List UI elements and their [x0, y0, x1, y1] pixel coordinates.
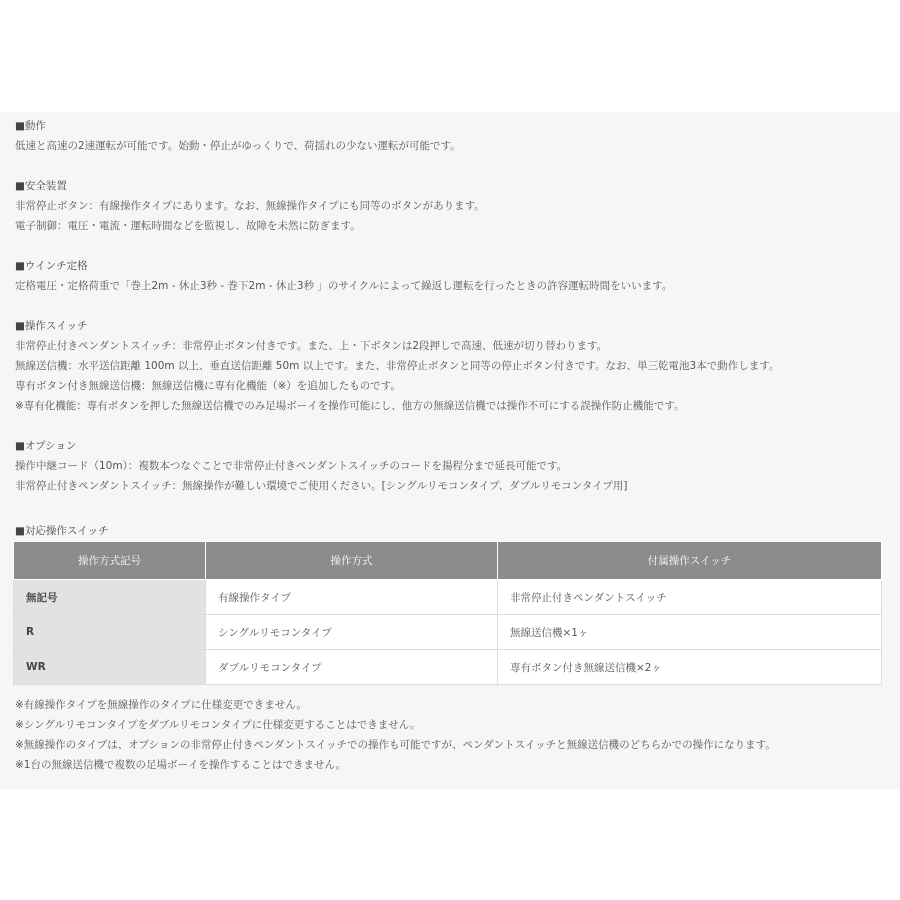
table-cell: 専有ボタン付き無線送信機×2ヶ — [498, 650, 882, 685]
note-item: ※1台の無線送信機で複数の足場ボーイを操作することはできません。 — [15, 759, 347, 771]
section-heading: ■安全装置 — [15, 180, 67, 192]
section-line: 低速と高速の2速運転が可能です。始動・停止がゆっくりで、荷揺れの少ない運転が可能です。 — [15, 140, 461, 152]
table-cell: 有線操作タイプ — [206, 580, 498, 615]
table-cell: 非常停止付きペンダントスイッチ — [498, 580, 882, 615]
table-heading: ■対応操作スイッチ — [15, 525, 109, 537]
table-cell-code: 無記号 — [14, 580, 206, 615]
section-line: 非常停止ボタン：有線操作タイプにあります。なお、無線操作タイプにも同等のボタンがあります。 — [15, 200, 485, 212]
table-row — [14, 650, 882, 685]
section-winch-rating — [15, 256, 885, 296]
notes-list — [15, 695, 885, 775]
section-heading: ■操作スイッチ — [15, 320, 88, 332]
section-heading: ■動作 — [15, 120, 46, 132]
section-line: 操作中継コード（10m）：複数本つなぐことで非常停止付きペンダントスイッチのコードを揚程分まで延長可能です。 — [15, 460, 568, 472]
table-cell-code: R — [14, 615, 206, 650]
section-option — [15, 436, 885, 496]
note-item: ※無線操作のタイプは、オプションの非常停止付きペンダントスイッチでの操作も可能ですが、ペンダントスイッチと無線送信機のどちらかでの操作になります。 — [15, 739, 776, 751]
note-item: ※シングルリモコンタイプをダブルリモコンタイプに仕様変更することはできません。 — [15, 719, 421, 731]
section-line: ※専有化機能：専有ボタンを押した無線送信機でのみ足場ボーイを操作可能にし、他方の無線送信機では操作不可にする誤操作防止機能です。 — [15, 400, 685, 412]
note-item: ※有線操作タイプを無線操作のタイプに仕様変更できません。 — [15, 699, 307, 711]
table-cell: 無線送信機×1ヶ — [498, 615, 882, 650]
section-line: 電子制御：電圧・電流・運転時間などを監視し、故障を未然に防ぎます。 — [15, 220, 361, 232]
section-line: 定格電圧・定格荷重で「巻上2m - 休止3秒 - 巻下2m - 休止3秒 」のサイクルによって繰返し運転を行ったときの許容運転時間をいいます。 — [15, 280, 673, 292]
table-row — [14, 615, 882, 650]
section-operation — [15, 116, 885, 156]
section-line: 専有ボタン付き無線送信機：無線送信機に専有化機能（※）を追加したものです。 — [15, 380, 401, 392]
section-line: 非常停止付きペンダントスイッチ：非常停止ボタン付きです。また、上・下ボタンは2段押しで高速、低速が切り替わります。 — [15, 340, 608, 352]
table-cell: シングルリモコンタイプ — [206, 615, 498, 650]
table-header-cell: 操作方式記号 — [14, 542, 206, 580]
table-header-row — [14, 542, 882, 580]
table-row — [14, 580, 882, 615]
section-heading: ■ウインチ定格 — [15, 260, 88, 272]
section-line: 無線送信機：水平送信距離 100m 以上、垂直送信距離 50m 以上です。また、非常停止ボタンと同等の停止ボタン付きです。なお、単三乾電池3本で動作します。 — [15, 360, 780, 372]
table-cell-code: WR — [14, 650, 206, 685]
section-heading: ■オプション — [15, 440, 77, 452]
section-line: 非常停止付きペンダントスイッチ：無線操作が難しい環境でご使用ください。[シングルリモコンタイプ、ダブルリモコンタイプ用] — [15, 480, 628, 492]
table-header-cell: 付属操作スイッチ — [498, 542, 882, 580]
section-safety-device — [15, 176, 885, 236]
section-operation-switch — [15, 316, 885, 416]
spec-content — [15, 116, 885, 516]
compatible-switch-table — [13, 541, 882, 685]
table-header-cell: 操作方式 — [206, 542, 498, 580]
table-cell: ダブルリモコンタイプ — [206, 650, 498, 685]
